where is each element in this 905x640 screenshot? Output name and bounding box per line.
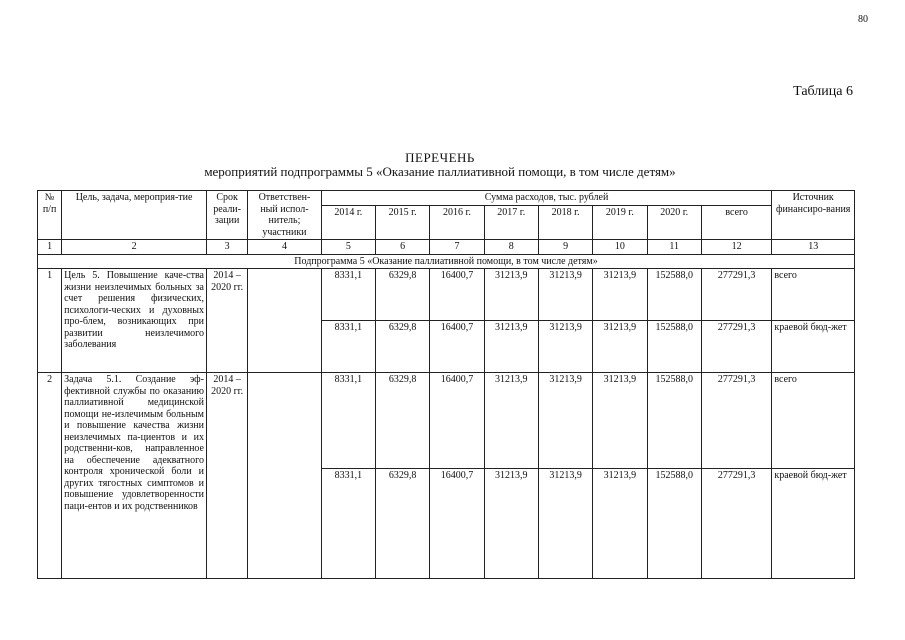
column-number: 11 <box>647 240 701 255</box>
value-cell: 6329,8 <box>375 321 429 373</box>
value-cell: 6329,8 <box>375 469 429 579</box>
value-cell: 8331,1 <box>321 321 375 373</box>
value-cell: 152588,0 <box>647 269 701 321</box>
row-goal-text: Задача 5.1. Создание эф-фективной службы по оказанию паллиативной медицинской помощи не-излечимым больным и повышение качества жизни неизлечимых па-циентов и их родственни-ков, направленное на обеспечение адекватного контроля хронической боли и других тягостных симптомов и повышение удовлетворенности паци-ентов и их родственников <box>62 373 207 579</box>
value-cell: 6329,8 <box>375 269 429 321</box>
header-year: 2020 г. <box>647 206 701 240</box>
value-cell: 152588,0 <box>647 469 701 579</box>
table-row <box>38 373 855 469</box>
value-cell: 152588,0 <box>647 373 701 469</box>
value-cell: 8331,1 <box>321 269 375 321</box>
row-responsible <box>248 373 321 579</box>
row-responsible <box>248 269 321 373</box>
funding-source: всего <box>772 269 855 321</box>
row-goal-text: Цель 5. Повышение каче-ства жизни неизлечимых больных за счет решения физических, психологи-ческих и духовных про-блем, возникающих при развитии неизлечимого заболевания <box>62 269 207 373</box>
activities-table <box>37 190 855 579</box>
value-cell: 16400,7 <box>430 321 484 373</box>
total-cell: 277291,3 <box>701 321 772 373</box>
column-number: 1 <box>38 240 62 255</box>
value-cell: 16400,7 <box>430 469 484 579</box>
row-term: 2014 – 2020 гг. <box>207 373 248 579</box>
header-total: всего <box>701 206 772 240</box>
column-number: 6 <box>375 240 429 255</box>
value-cell: 31213,9 <box>593 373 647 469</box>
funding-source: всего <box>772 373 855 469</box>
column-number: 3 <box>207 240 248 255</box>
total-cell: 277291,3 <box>701 269 772 321</box>
value-cell: 31213,9 <box>593 321 647 373</box>
value-cell: 31213,9 <box>538 469 592 579</box>
header-year: 2017 г. <box>484 206 538 240</box>
header-row-1 <box>38 191 855 206</box>
funding-source: краевой бюд-жет <box>772 321 855 373</box>
header-year: 2015 г. <box>375 206 429 240</box>
column-number: 10 <box>593 240 647 255</box>
column-number: 12 <box>701 240 772 255</box>
column-number: 5 <box>321 240 375 255</box>
header-year: 2019 г. <box>593 206 647 240</box>
header-num: № п/п <box>38 191 62 240</box>
table-label: Таблица 6 <box>793 84 853 99</box>
column-number: 2 <box>62 240 207 255</box>
value-cell: 31213,9 <box>538 269 592 321</box>
column-number: 13 <box>772 240 855 255</box>
value-cell: 8331,1 <box>321 469 375 579</box>
value-cell: 6329,8 <box>375 373 429 469</box>
funding-source: краевой бюд-жет <box>772 469 855 579</box>
column-number-row <box>38 240 855 255</box>
value-cell: 31213,9 <box>484 373 538 469</box>
value-cell: 31213,9 <box>484 469 538 579</box>
value-cell: 8331,1 <box>321 373 375 469</box>
column-number: 4 <box>248 240 321 255</box>
column-number: 8 <box>484 240 538 255</box>
row-number: 2 <box>38 373 62 579</box>
value-cell: 31213,9 <box>593 269 647 321</box>
subprogram-title: Подпрограмма 5 «Оказание паллиативной помощи, в том числе детям» <box>38 254 855 269</box>
document-title: ПЕРЕЧЕНЬ <box>405 150 475 165</box>
row-term: 2014 – 2020 гг. <box>207 269 248 373</box>
header-source: Источник финансиро-вания <box>772 191 855 240</box>
header-year: 2016 г. <box>430 206 484 240</box>
value-cell: 16400,7 <box>430 269 484 321</box>
header-term: Срок реали-зации <box>207 191 248 240</box>
column-number: 9 <box>538 240 592 255</box>
header-expenses: Сумма расходов, тыс. рублей <box>321 191 772 206</box>
header-year: 2014 г. <box>321 206 375 240</box>
value-cell: 16400,7 <box>430 373 484 469</box>
table-row <box>38 269 855 321</box>
document-subtitle: мероприятий подпрограммы 5 «Оказание паллиативной помощи, в том числе детям» <box>204 164 676 179</box>
subprogram-row <box>38 254 855 269</box>
column-number: 7 <box>430 240 484 255</box>
value-cell: 31213,9 <box>538 373 592 469</box>
header-responsible: Ответствен-ный испол-нитель; участники <box>248 191 321 240</box>
value-cell: 152588,0 <box>647 321 701 373</box>
header-goal: Цель, задача, мероприя-тие <box>62 191 207 240</box>
value-cell: 31213,9 <box>538 321 592 373</box>
row-number: 1 <box>38 269 62 373</box>
value-cell: 31213,9 <box>593 469 647 579</box>
value-cell: 31213,9 <box>484 269 538 321</box>
value-cell: 31213,9 <box>484 321 538 373</box>
header-year: 2018 г. <box>538 206 592 240</box>
total-cell: 277291,3 <box>701 373 772 469</box>
total-cell: 277291,3 <box>701 469 772 579</box>
page-number: 80 <box>858 14 868 25</box>
